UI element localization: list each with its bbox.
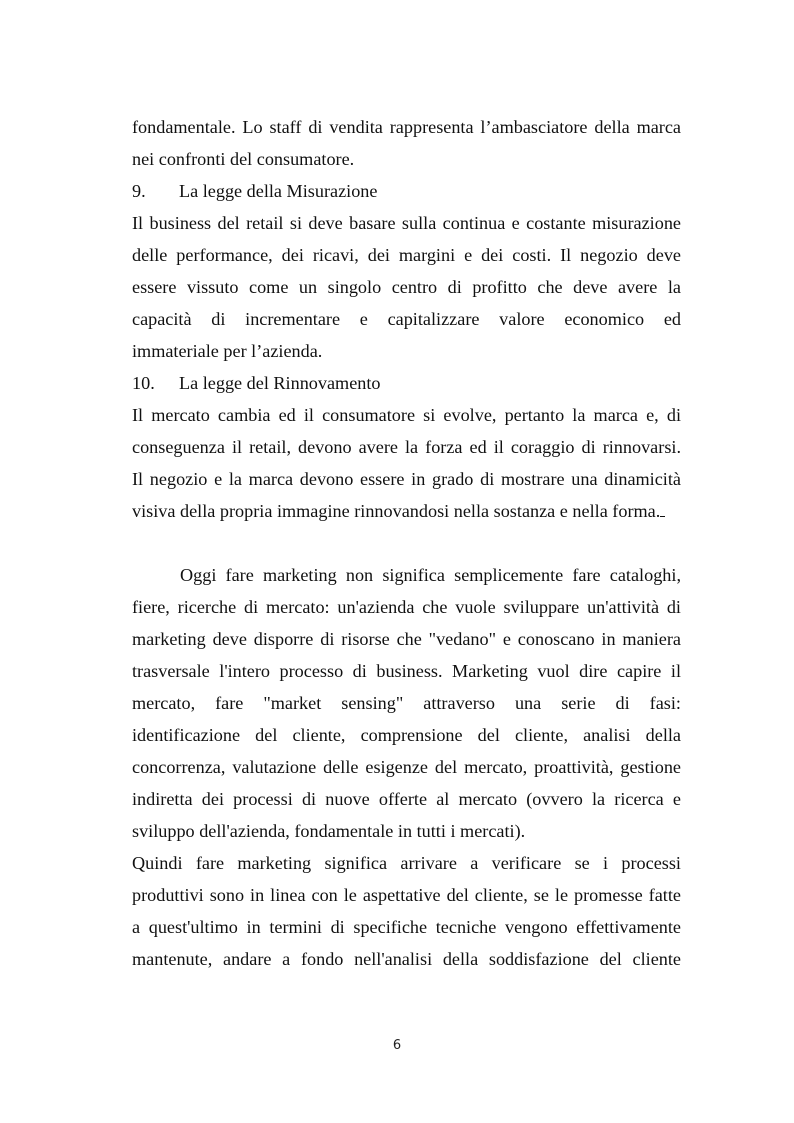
text-line: identificazione del cliente, comprensione del cliente, analisi della (132, 725, 681, 745)
footnote-mark (660, 502, 665, 517)
text-line-last (132, 495, 681, 527)
text-line: delle performance, dei ricavi, dei margini e dei costi. Il negozio deve (132, 245, 681, 265)
text-line-indented (132, 559, 681, 591)
body-text (132, 111, 681, 975)
text-line: essere vissuto come un singolo centro di profitto che deve avere la (132, 277, 681, 297)
section-heading-9 (132, 175, 681, 207)
text-line: Il mercato cambia ed il consumatore si evolve, pertanto la marca e, di (132, 405, 681, 425)
heading-title: La legge del Rinnovamento (179, 373, 381, 393)
text-line: Il business del retail si deve basare sulla continua e costante misurazione (132, 213, 681, 233)
text-line: fiere, ricerche di mercato: un'azienda che vuole sviluppare un'attività di (132, 597, 681, 617)
text-line: Il negozio e la marca devono essere in grado di mostrare una dinamicità (132, 469, 681, 489)
text-line: immateriale per l’azienda. (132, 341, 323, 361)
heading-number: 9. (132, 181, 146, 201)
text-line: marketing deve disporre di risorse che "vedano" e conoscano in maniera (132, 629, 681, 649)
text-line: indiretta dei processi di nuove offerte al mercato (ovvero la ricerca e (132, 789, 681, 809)
heading-title: La legge della Misurazione (179, 181, 378, 201)
text-line: a quest'ultimo in termini di specifiche tecniche vengono effettivamente (132, 917, 681, 937)
text-line: capacità di incrementare e capitalizzare valore economico ed (132, 309, 681, 329)
text-line: produttivi sono in linea con le aspettative del cliente, se le promesse fatte (132, 885, 681, 905)
blank-line (132, 527, 681, 559)
text-line: nei confronti del consumatore. (132, 149, 355, 169)
text-line: mantenute, andare a fondo nell'analisi della soddisfazione del cliente (132, 949, 681, 969)
text-line: mercato, fare "market sensing" attraverso una serie di fasi: (132, 693, 681, 713)
text-line: Oggi fare marketing non significa semplicemente fare cataloghi, (180, 565, 681, 585)
text-line: fondamentale. Lo staff di vendita rappresenta l’ambasciatore della marca (132, 117, 681, 137)
text-line: visiva della propria immagine rinnovandosi nella sostanza e nella forma. (132, 501, 661, 521)
text-line: Quindi fare marketing significa arrivare a verificare se i processi (132, 853, 681, 873)
text-line: conseguenza il retail, devono avere la forza ed il coraggio di rinnovarsi. (132, 437, 681, 457)
text-line: sviluppo dell'azienda, fondamentale in tutti i mercati). (132, 821, 526, 841)
heading-number: 10. (132, 373, 155, 393)
section-heading-10 (132, 367, 681, 399)
text-line: trasversale l'intero processo di business. Marketing vuol dire capire il (132, 661, 681, 681)
text-line: concorrenza, valutazione delle esigenze del mercato, proattività, gestione (132, 757, 681, 777)
page-number: 6 (392, 1038, 402, 1053)
